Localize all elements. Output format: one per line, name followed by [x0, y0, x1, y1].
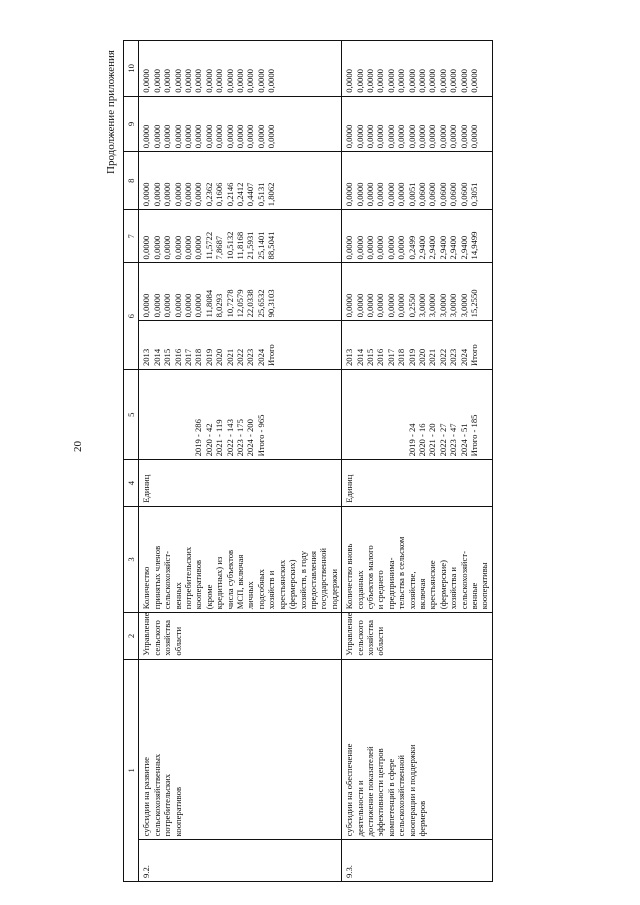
col-6-values: 0,0000 0,0000 0,0000 0,0000 0,0000 0,0000 0,2550 3,0000 3,0000 3,0000 3,0000 3,0000 15,2550 [342, 263, 493, 321]
header-col-5: 5 [124, 370, 139, 460]
header-col-9: 9 [124, 96, 139, 152]
unit: Единиц [342, 460, 493, 506]
measure-name: субсидии на развитие сельскохозяйственных потребительских кооперативов [139, 659, 342, 840]
col-9-values: 0,0000 0,0000 0,0000 0,0000 0,0000 0,0000 0,0000 0,0000 0,0000 0,0000 0,0000 0,0000 0,0000 [139, 96, 342, 152]
header-col-8: 8 [124, 152, 139, 210]
header-col-4: 4 [124, 460, 139, 506]
target-values: 2019 - 286 2020 - 42 2021 - 119 2022 - 143 2023 - 175 2024 - 200 Итого - 965 [139, 370, 342, 460]
header-col-6: 6 [124, 263, 139, 370]
table-row [139, 41, 342, 882]
measure-name: субсидии на обеспечение деятельности и достижение показателей эффективности центров компетенций в сфере сельскохозяйственной кооперации и поддержки фермеров [342, 659, 493, 840]
col-6-values: 0,0000 0,0000 0,0000 0,0000 0,0000 0,0000 11,8084 8,0293 10,7278 12,0579 22,0338 25,6532 90,3103 [139, 263, 342, 321]
column-number-row [124, 41, 139, 882]
col-7-values: 0,0000 0,0000 0,0000 0,0000 0,0000 0,0000 0,2499 2,9400 2,9400 2,9400 2,9400 2,9400 14,9499 [342, 210, 493, 263]
row-number: 9.3. [342, 840, 493, 882]
col-7-values: 0,0000 0,0000 0,0000 0,0000 0,0000 0,0000 11,5722 7,8687 10,5132 11,8168 21,5931 25,1401 88,5041 [139, 210, 342, 263]
header-col-2: 2 [124, 613, 139, 659]
unit: Единиц [139, 460, 342, 506]
appendix-table [123, 40, 493, 882]
header-col-1: 1 [124, 659, 139, 881]
header-col-7: 7 [124, 210, 139, 263]
header-col-10: 10 [124, 41, 139, 97]
years: 2013 2014 2015 2016 2017 2018 2019 2020 2021 2022 2023 2024 Итого [342, 321, 493, 370]
col-8-values: 0,0000 0,0000 0,0000 0,0000 0,0000 0,0000 0,0051 0,0600 0,0600 0,0600 0,0600 0,0600 0,3051 [342, 152, 493, 210]
target-values: 2019 - 24 2020 - 16 2021 - 20 2022 - 27 2023 - 47 2024 - 51 Итого - 185 [342, 370, 493, 460]
col-10-values: 0,0000 0,0000 0,0000 0,0000 0,0000 0,0000 0,0000 0,0000 0,0000 0,0000 0,0000 0,0000 0,0000 [342, 41, 493, 97]
row-number: 9.2. [139, 840, 342, 882]
executor: Управление сельского хозяйства области [139, 613, 342, 659]
appendix-continuation-note: Продолжение приложения [105, 50, 117, 174]
years: 2013 2014 2015 2016 2017 2018 2019 2020 2021 2022 2023 2024 Итого [139, 321, 342, 370]
table-row [342, 41, 493, 882]
rotated-sheet [95, 40, 625, 882]
indicator: Количество принятых членов сельскохозяйст- венных потребительских кооперативов (кроме кредитных) из числа субъектов МСП, включая личных подсобных хозяйств и крестьянских (фермерских) хозяйств, в году предоставления государственной поддержки [139, 506, 342, 613]
executor: Управление сельского хозяйства области [342, 613, 493, 659]
page-number: 20 [72, 441, 84, 452]
col-8-values: 0,0000 0,0000 0,0000 0,0000 0,0000 0,0000 0,2362 0,1606 0,2146 0,2412 0,4407 0,5131 1,8062 [139, 152, 342, 210]
col-9-values: 0,0000 0,0000 0,0000 0,0000 0,0000 0,0000 0,0000 0,0000 0,0000 0,0000 0,0000 0,0000 0,0000 [342, 96, 493, 152]
header-col-3: 3 [124, 506, 139, 613]
col-10-values: 0,0000 0,0000 0,0000 0,0000 0,0000 0,0000 0,0000 0,0000 0,0000 0,0000 0,0000 0,0000 0,0000 [139, 41, 342, 97]
indicator: Количество вновь созданных субъектов малого и среднего предпринима- тельства в сельском хозяйстве, включая крестьянские (фермерские) хозяйства и сельскохозяйст- венные кооперативы [342, 506, 493, 613]
